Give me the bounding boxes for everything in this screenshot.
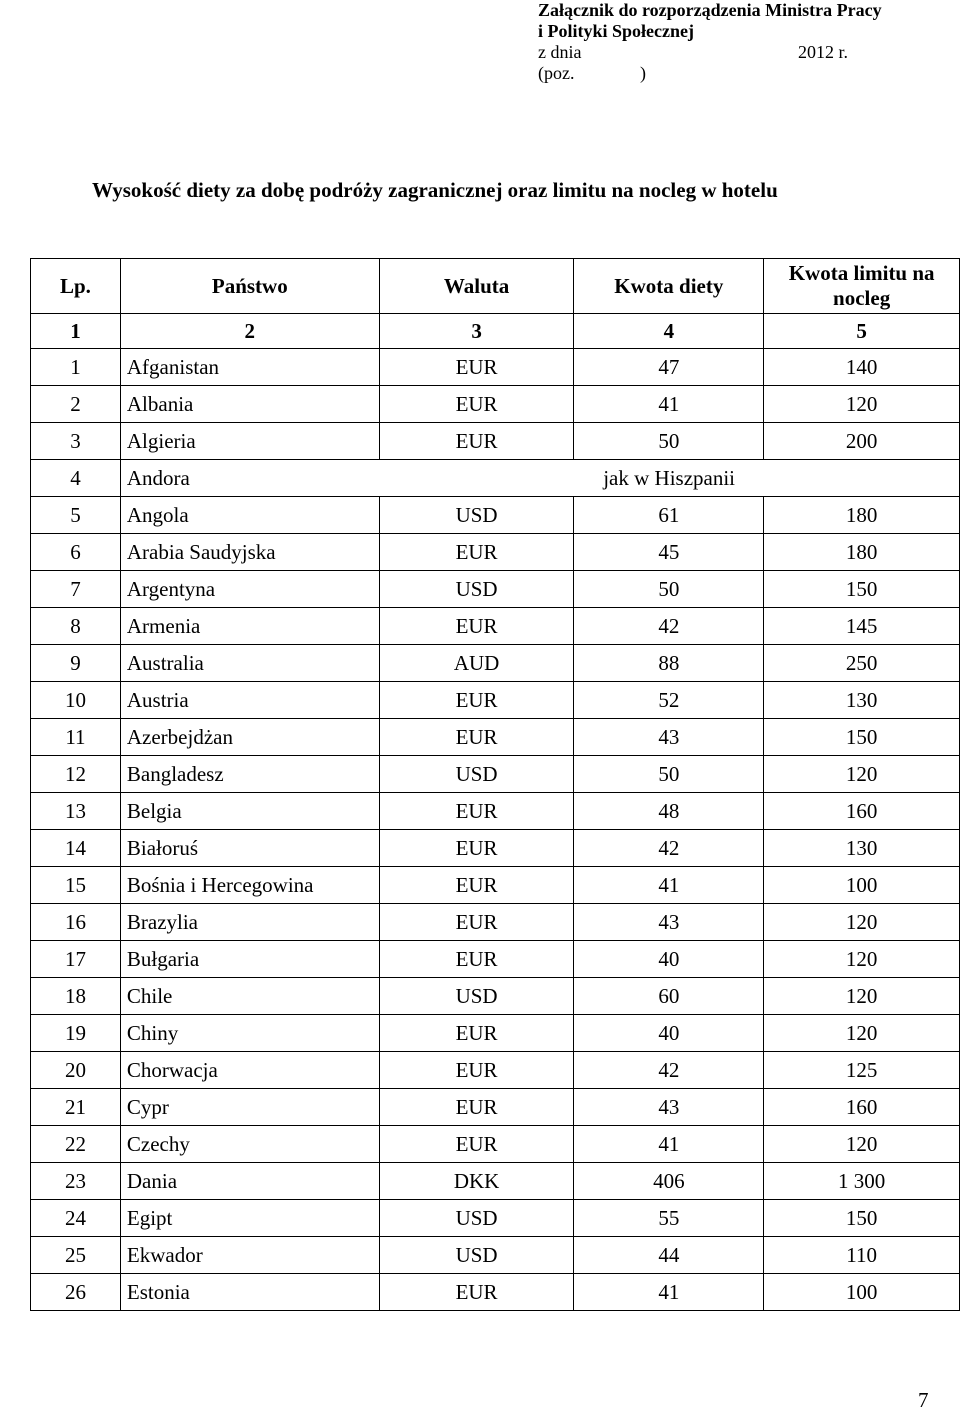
- cell-country: Brazylia: [120, 904, 379, 941]
- cell-lp: 17: [31, 941, 121, 978]
- cell-see-note: jak w Hiszpanii: [379, 460, 959, 497]
- cell-allowance: 60: [574, 978, 764, 1015]
- table-row: [31, 756, 960, 793]
- cell-currency: EUR: [379, 830, 574, 867]
- cell-lp: 7: [31, 571, 121, 608]
- cell-lodging-limit: 100: [764, 1274, 960, 1311]
- header-date-row: [538, 42, 882, 63]
- cell-lp: 1: [31, 349, 121, 386]
- cell-currency: USD: [379, 1200, 574, 1237]
- cell-currency: EUR: [379, 349, 574, 386]
- cell-country: Czechy: [120, 1126, 379, 1163]
- table-row: [31, 830, 960, 867]
- cell-country: Azerbejdżan: [120, 719, 379, 756]
- table-row: [31, 904, 960, 941]
- cell-currency: EUR: [379, 867, 574, 904]
- cell-lp: 19: [31, 1015, 121, 1052]
- cell-lodging-limit: 160: [764, 1089, 960, 1126]
- cell-allowance: 52: [574, 682, 764, 719]
- cell-allowance: 41: [574, 1126, 764, 1163]
- cell-lodging-limit: 145: [764, 608, 960, 645]
- header-poz-row: [538, 63, 882, 84]
- cell-lp: 15: [31, 867, 121, 904]
- cell-allowance: 47: [574, 349, 764, 386]
- cell-currency: EUR: [379, 608, 574, 645]
- table-row: [31, 1237, 960, 1274]
- cell-allowance: 42: [574, 608, 764, 645]
- cell-allowance: 43: [574, 904, 764, 941]
- table-row: [31, 460, 960, 497]
- cell-country: Dania: [120, 1163, 379, 1200]
- cell-currency: USD: [379, 756, 574, 793]
- page-title: Wysokość diety za dobę podróży zagranicznej oraz limitu na nocleg w hotelu: [92, 178, 778, 202]
- cell-lodging-limit: 150: [764, 1200, 960, 1237]
- cell-currency: EUR: [379, 904, 574, 941]
- cell-country: Białoruś: [120, 830, 379, 867]
- cell-allowance: 40: [574, 941, 764, 978]
- cell-allowance: 43: [574, 719, 764, 756]
- header-lodging-limit: Kwota limitu na nocleg: [764, 259, 960, 314]
- cell-lodging-limit: 100: [764, 867, 960, 904]
- table-row: [31, 978, 960, 1015]
- cell-lodging-limit: 125: [764, 1052, 960, 1089]
- col-number: 5: [764, 314, 960, 349]
- cell-lp: 24: [31, 1200, 121, 1237]
- header-line-2: i Polityki Społecznej: [538, 21, 694, 41]
- cell-lp: 18: [31, 978, 121, 1015]
- header-line-1: Załącznik do rozporządzenia Ministra Pracy: [538, 0, 882, 20]
- cell-allowance: 55: [574, 1200, 764, 1237]
- cell-allowance: 41: [574, 867, 764, 904]
- cell-country: Armenia: [120, 608, 379, 645]
- cell-currency: EUR: [379, 719, 574, 756]
- cell-lodging-limit: 150: [764, 719, 960, 756]
- table-row: [31, 423, 960, 460]
- cell-country: Ekwador: [120, 1237, 379, 1274]
- table-row: [31, 1052, 960, 1089]
- table-body: [31, 259, 960, 1311]
- table-row: [31, 571, 960, 608]
- table-row: [31, 349, 960, 386]
- cell-allowance: 41: [574, 386, 764, 423]
- table-row: [31, 1163, 960, 1200]
- cell-currency: EUR: [379, 1274, 574, 1311]
- cell-currency: USD: [379, 1237, 574, 1274]
- cell-allowance: 42: [574, 1052, 764, 1089]
- cell-currency: EUR: [379, 1089, 574, 1126]
- cell-allowance: 50: [574, 571, 764, 608]
- header-date-year: 2012 r.: [798, 42, 849, 62]
- cell-lp: 10: [31, 682, 121, 719]
- col-number: 3: [379, 314, 574, 349]
- table-row: [31, 867, 960, 904]
- cell-lp: 25: [31, 1237, 121, 1274]
- cell-lodging-limit: 130: [764, 682, 960, 719]
- table-row: [31, 386, 960, 423]
- cell-currency: EUR: [379, 941, 574, 978]
- cell-allowance: 50: [574, 423, 764, 460]
- cell-currency: EUR: [379, 682, 574, 719]
- cell-lp: 12: [31, 756, 121, 793]
- cell-currency: USD: [379, 497, 574, 534]
- cell-country: Australia: [120, 645, 379, 682]
- cell-lodging-limit: 110: [764, 1237, 960, 1274]
- cell-lodging-limit: 120: [764, 1126, 960, 1163]
- cell-lodging-limit: 160: [764, 793, 960, 830]
- cell-lp: 8: [31, 608, 121, 645]
- table-row: [31, 793, 960, 830]
- col-number: 1: [31, 314, 121, 349]
- cell-allowance: 61: [574, 497, 764, 534]
- table-numbering-row: [31, 314, 960, 349]
- cell-country: Egipt: [120, 1200, 379, 1237]
- cell-currency: DKK: [379, 1163, 574, 1200]
- cell-country: Albania: [120, 386, 379, 423]
- cell-lp: 16: [31, 904, 121, 941]
- cell-country: Andora: [120, 460, 379, 497]
- header-date-label: z dnia: [538, 42, 582, 62]
- cell-country: Angola: [120, 497, 379, 534]
- table-row: [31, 645, 960, 682]
- cell-lp: 13: [31, 793, 121, 830]
- cell-allowance: 42: [574, 830, 764, 867]
- cell-allowance: 48: [574, 793, 764, 830]
- table-row: [31, 497, 960, 534]
- cell-country: Bangladesz: [120, 756, 379, 793]
- cell-lp: 4: [31, 460, 121, 497]
- table-row: [31, 719, 960, 756]
- table-row: [31, 608, 960, 645]
- cell-lodging-limit: 150: [764, 571, 960, 608]
- cell-country: Chile: [120, 978, 379, 1015]
- cell-lp: 3: [31, 423, 121, 460]
- table-row: [31, 534, 960, 571]
- page-number: 7: [918, 1388, 929, 1412]
- table-row: [31, 1015, 960, 1052]
- cell-currency: EUR: [379, 386, 574, 423]
- cell-currency: EUR: [379, 1015, 574, 1052]
- cell-lodging-limit: 1 300: [764, 1163, 960, 1200]
- col-number: 2: [120, 314, 379, 349]
- cell-allowance: 50: [574, 756, 764, 793]
- cell-lp: 2: [31, 386, 121, 423]
- cell-lodging-limit: 120: [764, 1015, 960, 1052]
- cell-allowance: 406: [574, 1163, 764, 1200]
- cell-allowance: 45: [574, 534, 764, 571]
- cell-country: Afganistan: [120, 349, 379, 386]
- cell-country: Bułgaria: [120, 941, 379, 978]
- cell-currency: AUD: [379, 645, 574, 682]
- cell-lodging-limit: 200: [764, 423, 960, 460]
- cell-country: Chorwacja: [120, 1052, 379, 1089]
- cell-lp: 6: [31, 534, 121, 571]
- cell-country: Austria: [120, 682, 379, 719]
- cell-lodging-limit: 120: [764, 978, 960, 1015]
- table-row: [31, 1274, 960, 1311]
- cell-country: Bośnia i Hercegowina: [120, 867, 379, 904]
- cell-allowance: 88: [574, 645, 764, 682]
- cell-lodging-limit: 140: [764, 349, 960, 386]
- cell-currency: EUR: [379, 1126, 574, 1163]
- cell-lodging-limit: 250: [764, 645, 960, 682]
- cell-currency: USD: [379, 978, 574, 1015]
- cell-currency: EUR: [379, 793, 574, 830]
- cell-lp: 11: [31, 719, 121, 756]
- table-row: [31, 1200, 960, 1237]
- cell-lodging-limit: 120: [764, 941, 960, 978]
- cell-lodging-limit: 180: [764, 497, 960, 534]
- cell-currency: EUR: [379, 423, 574, 460]
- document-header: [538, 0, 882, 84]
- cell-currency: EUR: [379, 534, 574, 571]
- cell-lp: 23: [31, 1163, 121, 1200]
- header-lp: Lp.: [31, 259, 121, 314]
- cell-country: Cypr: [120, 1089, 379, 1126]
- cell-allowance: 43: [574, 1089, 764, 1126]
- cell-lodging-limit: 120: [764, 756, 960, 793]
- cell-lp: 5: [31, 497, 121, 534]
- cell-lodging-limit: 130: [764, 830, 960, 867]
- header-country: Państwo: [120, 259, 379, 314]
- cell-lp: 26: [31, 1274, 121, 1311]
- cell-lp: 9: [31, 645, 121, 682]
- cell-currency: USD: [379, 571, 574, 608]
- cell-allowance: 44: [574, 1237, 764, 1274]
- cell-lp: 21: [31, 1089, 121, 1126]
- header-poz-open: (poz.: [538, 63, 575, 83]
- cell-country: Arabia Saudyjska: [120, 534, 379, 571]
- col-number: 4: [574, 314, 764, 349]
- table-row: [31, 1126, 960, 1163]
- cell-allowance: 40: [574, 1015, 764, 1052]
- cell-country: Chiny: [120, 1015, 379, 1052]
- cell-country: Belgia: [120, 793, 379, 830]
- table-row: [31, 682, 960, 719]
- header-allowance: Kwota diety: [574, 259, 764, 314]
- header-poz-close: ): [640, 63, 646, 83]
- table-row: [31, 1089, 960, 1126]
- cell-lp: 22: [31, 1126, 121, 1163]
- table-row: [31, 941, 960, 978]
- table-header-row: [31, 259, 960, 314]
- cell-lodging-limit: 180: [764, 534, 960, 571]
- cell-country: Estonia: [120, 1274, 379, 1311]
- cell-allowance: 41: [574, 1274, 764, 1311]
- header-currency: Waluta: [379, 259, 574, 314]
- cell-lp: 14: [31, 830, 121, 867]
- cell-lodging-limit: 120: [764, 386, 960, 423]
- cell-country: Argentyna: [120, 571, 379, 608]
- cell-country: Algieria: [120, 423, 379, 460]
- cell-currency: EUR: [379, 1052, 574, 1089]
- cell-lp: 20: [31, 1052, 121, 1089]
- cell-lodging-limit: 120: [764, 904, 960, 941]
- allowance-table: [30, 258, 960, 1311]
